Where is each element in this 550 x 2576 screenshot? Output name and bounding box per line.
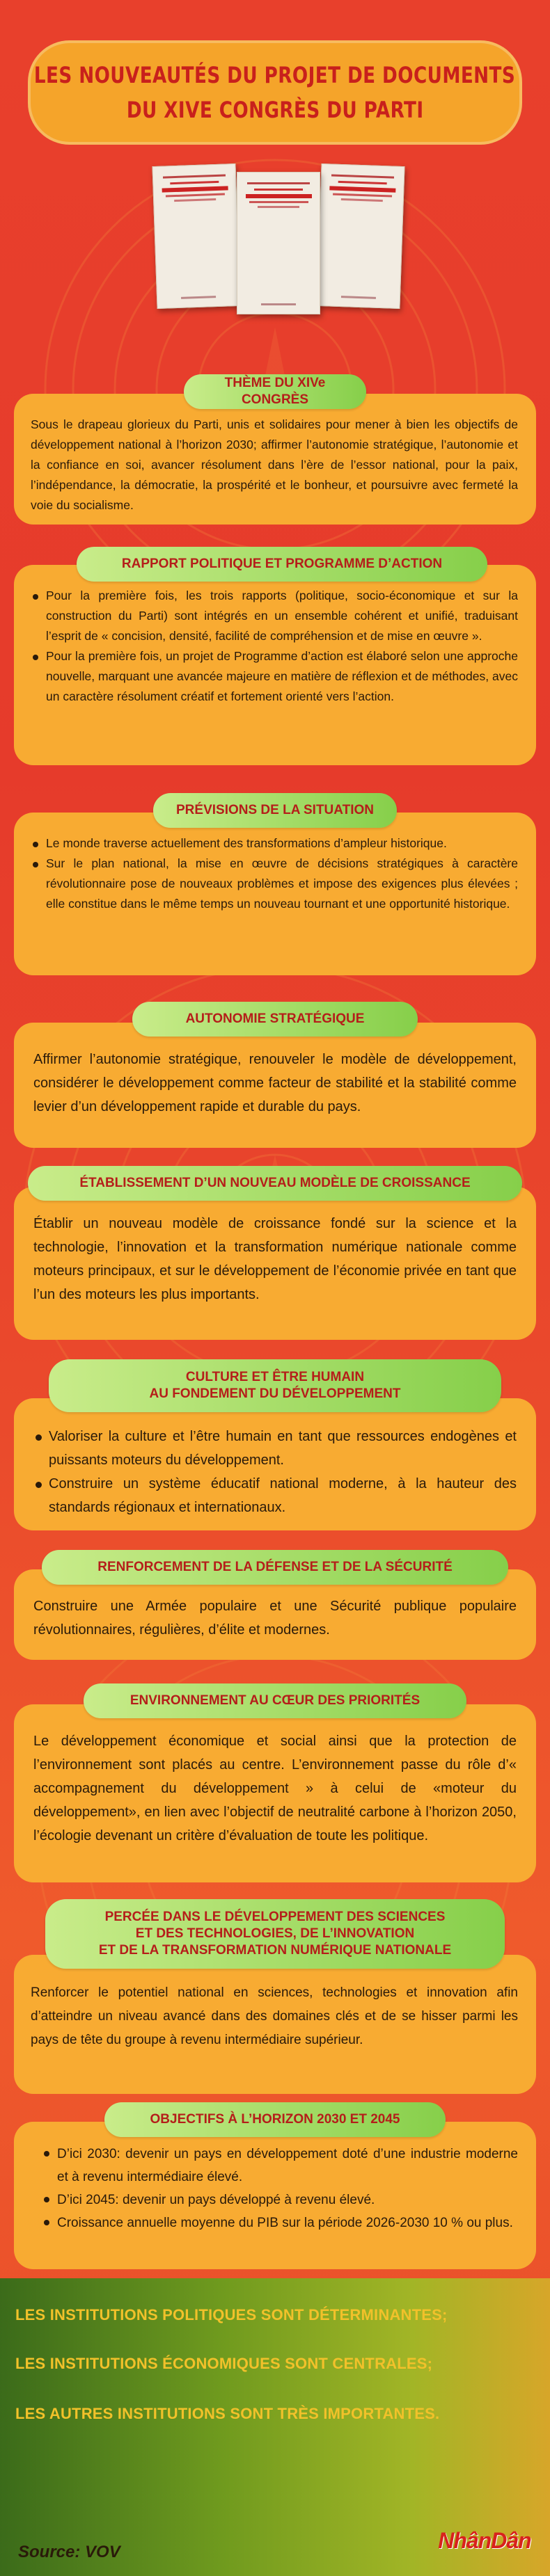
list-item: D’ici 2030: devenir un pays en développement doté d’une industrie moderne et à revenu intermédiaire élevé. xyxy=(42,2143,518,2189)
section-card-forecast xyxy=(14,813,536,975)
logo-text: NhânDân xyxy=(438,2527,531,2553)
section-text-theme: Sous le drapeau glorieux du Parti, unis et solidaires pour mener à bien les objectifs de développement national à l’horizon 2030; affirmer l’autonomie stratégique, l’autonomie et la confiance en soi, avancer résolument dans l’ère de l’essor national, pour la paix, l’indépendance, la démocratie, la prospérité et le bonheur, et poursuivre avec fermeté la voie du socialisme. xyxy=(31,417,518,512)
page-title-line-1: LES NOUVEAUTÉS DU PROJET DE DOCUMENTS xyxy=(34,62,516,88)
list-item: Pour la première fois, les trois rapports (politique, socio-économique et sur la construction du Parti) sont intégrés en un ensemble cohérent et unifié, traduisant l’esprit de « concision, densité, facilité de compréhension et de mise en œuvre ». xyxy=(31,586,518,646)
section-text-science-innovation: Renforcer le potentiel national en sciences, technologies et innovation afin d’atteindre un niveau avancé dans des domaines clés et de se hisser parmi les pays de tête du groupe à revenu intermédiaire supérieur. xyxy=(31,1985,518,2047)
closing-statement-1: LES INSTITUTIONS POLITIQUES SONT DÉTERMINANTES; xyxy=(15,2306,448,2323)
section-title-forecast: PRÉVISIONS DE LA SITUATION xyxy=(153,793,397,828)
section-text-environment: Le développement économique et social ainsi que la protection de l’environnement sont placés au centre. L’environnement passe du rôle d’« accompagnement du développement » à celui de «moteur du développement», en lien avec l’objectif de neutralité carbone à l’horizon 2050, l’écologie devenant un critère d’évaluation de toute les politique. xyxy=(33,1734,517,1843)
closing-statement-2: LES INSTITUTIONS ÉCONOMIQUES SONT CENTRALES; xyxy=(15,2355,433,2372)
list-item: Construire un système éducatif national moderne, à la hauteur des standards régionaux et internationaux. xyxy=(33,1472,517,1519)
section-card-objectives xyxy=(14,2122,536,2269)
closing-statement-3: LES AUTRES INSTITUTIONS SONT TRÈS IMPORTANTES. xyxy=(15,2405,440,2422)
list-item: Valoriser la culture et l’être humain en tant que ressources endogènes et puissants moteurs du développement. xyxy=(33,1425,517,1472)
section-card-strategic-autonomy xyxy=(14,1023,536,1148)
book-cover-left xyxy=(152,163,240,309)
section-title-environment: ENVIRONNEMENT AU CŒUR DES PRIORITÉS xyxy=(84,1683,466,1718)
section-title-theme: THÈME DU XIVe CONGRÈS xyxy=(184,374,366,409)
section-title-strategic-autonomy: AUTONOMIE STRATÉGIQUE xyxy=(132,1002,418,1037)
nhandan-logo xyxy=(432,2525,537,2556)
section-title-science-line-2: ET DES TECHNOLOGIES, DE L’INNOVATION xyxy=(135,1926,415,1941)
section-title-science-line-3: ET DE LA TRANSFORMATION NUMÉRIQUE NATIONALE xyxy=(98,1943,452,1958)
section-card-political-report xyxy=(14,565,536,765)
section-text-growth-model: Établir un nouveau modèle de croissance fondé sur la science et la technologie, l’innovation et la transformation numérique nationale comme moteurs principaux, et sur le développement de l’économie privée en tant que l’un des moteurs les plus importants. xyxy=(33,1216,517,1302)
section-card-growth-model xyxy=(14,1187,536,1340)
section-title-objectives: OBJECTIFS À L’HORIZON 2030 ET 2045 xyxy=(104,2102,446,2137)
section-title-growth-model: ÉTABLISSEMENT D’UN NOUVEAU MODÈLE DE CROISSANCE xyxy=(28,1166,522,1201)
section-card-science-innovation xyxy=(14,1955,536,2094)
list-item: Sur le plan national, la mise en œuvre de décisions stratégiques à caractère révolutionnaire pose de nouveaux problèmes et impose des exigences plus élevées ; elle constitue dans le même temps un nouveau tournant et une opportunité historique. xyxy=(31,854,518,914)
document-books-illustration xyxy=(146,157,411,317)
book-cover-right xyxy=(316,163,404,309)
section-title-culture-line-1: CULTURE ET ÊTRE HUMAIN xyxy=(185,1370,365,1384)
section-title-culture xyxy=(49,1359,501,1412)
list-item: Le monde traverse actuellement des transformations d’ampleur historique. xyxy=(31,833,518,854)
page-title-line-2: DU XIVE CONGRÈS DU PARTI xyxy=(126,97,424,123)
section-card-culture xyxy=(14,1398,536,1530)
section-card-environment xyxy=(14,1704,536,1882)
section-title-culture-line-2: AU FONDEMENT DU DÉVELOPPEMENT xyxy=(149,1386,401,1401)
book-cover-center xyxy=(237,172,320,314)
source-credit: Source: VOV xyxy=(18,2543,120,2561)
section-card-theme xyxy=(14,394,536,525)
section-title-science-innovation xyxy=(45,1899,505,1969)
section-text-strategic-autonomy: Affirmer l’autonomie stratégique, renouveler le modèle de développement, considérer le développement comme facteur de stabilité et la stabilité comme levier d’un développement rapide et durable du pays. xyxy=(33,1052,517,1114)
section-title-political-report: RAPPORT POLITIQUE ET PROGRAMME D’ACTION xyxy=(77,547,487,582)
section-title-defense: RENFORCEMENT DE LA DÉFENSE ET DE LA SÉCURITÉ xyxy=(42,1550,508,1585)
section-text-defense: Construire une Armée populaire et une Sécurité publique populaire révolutionnaires, régulières, d’élite et modernes. xyxy=(33,1599,517,1638)
list-item: D’ici 2045: devenir un pays développé à revenu élevé. xyxy=(42,2189,518,2211)
section-title-science-line-1: PERCÉE DANS LE DÉVELOPPEMENT DES SCIENCES xyxy=(104,1910,446,1924)
list-item: Croissance annuelle moyenne du PIB sur la période 2026-2030 10 % ou plus. xyxy=(42,2211,518,2234)
list-item: Pour la première fois, un projet de Programme d’action est élaboré selon une approche nouvelle, marquant une avancée majeure en matière de réflexion et de méthodes, avec un caractère résolument créatif et fortement orienté vers l’action. xyxy=(31,646,518,707)
title-banner xyxy=(28,40,522,145)
